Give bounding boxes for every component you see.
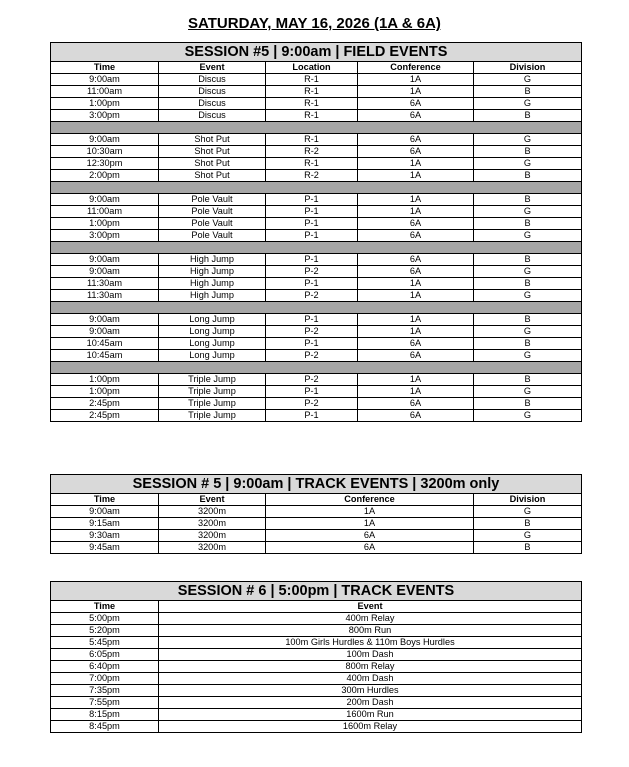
table-cell: 100m Girls Hurdles & 110m Boys Hurdles <box>159 637 582 649</box>
table-row <box>51 278 582 290</box>
table-cell: B <box>474 398 582 410</box>
table-cell: 5:45pm <box>51 637 159 649</box>
track-events-table <box>50 581 582 733</box>
table-row <box>51 518 582 530</box>
table-cell: 9:45am <box>51 542 159 554</box>
table-cell: 10:45am <box>51 350 159 362</box>
table-cell: B <box>474 194 582 206</box>
table-cell: B <box>474 86 582 98</box>
table-cell: 1600m Relay <box>159 721 582 733</box>
table-cell: 6:40pm <box>51 661 159 673</box>
table-cell: Shot Put <box>159 170 266 182</box>
table-cell: 1A <box>358 326 474 338</box>
table-row <box>51 410 582 422</box>
table-row <box>51 685 582 697</box>
column-header-row <box>51 62 582 74</box>
table-cell: 9:00am <box>51 74 159 86</box>
table-cell: 1A <box>266 518 474 530</box>
table-cell: 1:00pm <box>51 98 159 110</box>
table-cell: 1A <box>358 278 474 290</box>
table-cell: 9:00am <box>51 266 159 278</box>
table-cell: High Jump <box>159 290 266 302</box>
table-cell: Shot Put <box>159 134 266 146</box>
table-cell: 6A <box>358 98 474 110</box>
table-cell: High Jump <box>159 254 266 266</box>
table-row <box>51 709 582 721</box>
table-cell: 1A <box>358 194 474 206</box>
table-cell: 7:35pm <box>51 685 159 697</box>
table-cell: 6A <box>358 218 474 230</box>
table-cell: 11:00am <box>51 206 159 218</box>
table-row <box>51 386 582 398</box>
table-cell: 400m Relay <box>159 613 582 625</box>
column-header: Time <box>51 494 159 506</box>
table-cell: 6A <box>266 542 474 554</box>
table-cell: Discus <box>159 86 266 98</box>
session-title: SESSION # 6 | 5:00pm | TRACK EVENTS <box>51 582 582 601</box>
table-cell: B <box>474 338 582 350</box>
table-cell: P-2 <box>266 374 358 386</box>
table-cell: 6:05pm <box>51 649 159 661</box>
table-cell: G <box>474 350 582 362</box>
table-cell: P-1 <box>266 206 358 218</box>
table-row <box>51 374 582 386</box>
table-cell: 1A <box>358 386 474 398</box>
table-cell: Triple Jump <box>159 410 266 422</box>
table-cell: 800m Run <box>159 625 582 637</box>
table-row <box>51 158 582 170</box>
table-cell: Shot Put <box>159 158 266 170</box>
table-cell: Pole Vault <box>159 218 266 230</box>
table-cell: 7:55pm <box>51 697 159 709</box>
table-cell: 1:00pm <box>51 218 159 230</box>
table-cell: 6A <box>358 410 474 422</box>
table-cell: 6A <box>358 134 474 146</box>
table-row <box>51 697 582 709</box>
table-cell: R-1 <box>266 86 358 98</box>
table-cell: P-1 <box>266 254 358 266</box>
group-separator <box>51 242 582 254</box>
table-cell: 9:00am <box>51 134 159 146</box>
table-row <box>51 74 582 86</box>
table-row <box>51 542 582 554</box>
column-header: Conference <box>358 62 474 74</box>
table-row <box>51 206 582 218</box>
column-header: Division <box>474 62 582 74</box>
table-cell: P-1 <box>266 194 358 206</box>
table-cell: G <box>474 74 582 86</box>
table-row <box>51 326 582 338</box>
field-events-table <box>50 42 582 422</box>
table-row <box>51 254 582 266</box>
table-cell: R-1 <box>266 74 358 86</box>
table-cell: 1:00pm <box>51 374 159 386</box>
table-cell: 300m Hurdles <box>159 685 582 697</box>
table-cell: R-2 <box>266 170 358 182</box>
table-cell: 6A <box>358 350 474 362</box>
table-cell: 11:30am <box>51 290 159 302</box>
table-cell: Discus <box>159 98 266 110</box>
table-cell: 5:20pm <box>51 625 159 637</box>
table-cell: 9:00am <box>51 254 159 266</box>
table-cell: P-1 <box>266 410 358 422</box>
table-cell: B <box>474 146 582 158</box>
table-cell: Discus <box>159 110 266 122</box>
table-cell: G <box>474 386 582 398</box>
table-row <box>51 110 582 122</box>
table-cell: 10:30am <box>51 146 159 158</box>
column-header: Time <box>51 62 159 74</box>
table-cell: 6A <box>358 266 474 278</box>
table-cell: 1600m Run <box>159 709 582 721</box>
table-cell: Shot Put <box>159 146 266 158</box>
table-row <box>51 218 582 230</box>
column-header: Event <box>159 601 582 613</box>
table-row <box>51 721 582 733</box>
table-cell: 3200m <box>159 506 266 518</box>
table-cell: P-1 <box>266 386 358 398</box>
table-cell: P-1 <box>266 218 358 230</box>
table-cell: P-1 <box>266 314 358 326</box>
table-cell: 3:00pm <box>51 230 159 242</box>
column-header: Event <box>159 62 266 74</box>
table-cell: 6A <box>358 398 474 410</box>
table-row <box>51 266 582 278</box>
page-title: SATURDAY, MAY 16, 2026 (1A & 6A) <box>188 15 441 32</box>
table-cell: G <box>474 266 582 278</box>
table-row <box>51 338 582 350</box>
table-cell: B <box>474 518 582 530</box>
table-cell: Long Jump <box>159 326 266 338</box>
table-cell: High Jump <box>159 278 266 290</box>
table-cell: G <box>474 506 582 518</box>
table-row <box>51 661 582 673</box>
field-session-header <box>51 43 582 62</box>
table-row <box>51 506 582 518</box>
table-cell: 9:00am <box>51 506 159 518</box>
table-cell: 6A <box>358 146 474 158</box>
table-cell: G <box>474 158 582 170</box>
table-cell: 11:30am <box>51 278 159 290</box>
track-3200-session-header <box>51 475 582 494</box>
table-cell: 3200m <box>159 530 266 542</box>
column-header: Time <box>51 601 159 613</box>
table-row <box>51 146 582 158</box>
table-cell: P-2 <box>266 326 358 338</box>
table-row <box>51 398 582 410</box>
track-session-header <box>51 582 582 601</box>
table-cell: Triple Jump <box>159 398 266 410</box>
table-cell: P-2 <box>266 266 358 278</box>
table-cell: 8:45pm <box>51 721 159 733</box>
table-row <box>51 290 582 302</box>
table-row <box>51 170 582 182</box>
table-cell: 6A <box>358 230 474 242</box>
table-cell: 8:15pm <box>51 709 159 721</box>
table-cell: 1A <box>358 290 474 302</box>
table-cell: 1A <box>358 170 474 182</box>
table-cell: B <box>474 314 582 326</box>
table-cell: B <box>474 374 582 386</box>
table-cell: 200m Dash <box>159 697 582 709</box>
table-cell: B <box>474 278 582 290</box>
table-cell: Pole Vault <box>159 194 266 206</box>
table-cell: 1A <box>358 158 474 170</box>
table-cell: R-1 <box>266 134 358 146</box>
table-cell: 9:00am <box>51 326 159 338</box>
group-separator <box>51 182 582 194</box>
table-cell: 1A <box>358 86 474 98</box>
table-cell: 3:00pm <box>51 110 159 122</box>
table-cell: Discus <box>159 74 266 86</box>
table-cell: P-1 <box>266 338 358 350</box>
track-3200-table <box>50 474 582 554</box>
table-cell: B <box>474 254 582 266</box>
table-cell: 3200m <box>159 542 266 554</box>
table-cell: 1A <box>358 206 474 218</box>
table-cell: B <box>474 170 582 182</box>
table-cell: Triple Jump <box>159 374 266 386</box>
table-cell: 100m Dash <box>159 649 582 661</box>
table-cell: High Jump <box>159 266 266 278</box>
table-cell: G <box>474 530 582 542</box>
column-header: Location <box>266 62 358 74</box>
table-row <box>51 194 582 206</box>
column-header: Conference <box>266 494 474 506</box>
table-cell: 1A <box>358 374 474 386</box>
group-separator <box>51 362 582 374</box>
table-row <box>51 350 582 362</box>
table-cell: 6A <box>358 110 474 122</box>
table-row <box>51 637 582 649</box>
table-cell: G <box>474 290 582 302</box>
table-cell: 400m Dash <box>159 673 582 685</box>
table-cell: Long Jump <box>159 314 266 326</box>
table-row <box>51 625 582 637</box>
table-cell: R-1 <box>266 110 358 122</box>
table-cell: 6A <box>358 338 474 350</box>
column-header-row <box>51 494 582 506</box>
table-cell: P-1 <box>266 278 358 290</box>
table-cell: R-1 <box>266 98 358 110</box>
table-cell: G <box>474 410 582 422</box>
table-cell: 3200m <box>159 518 266 530</box>
table-cell: 1A <box>358 314 474 326</box>
table-cell: B <box>474 218 582 230</box>
table-cell: 2:00pm <box>51 170 159 182</box>
table-cell: 11:00am <box>51 86 159 98</box>
table-cell: P-2 <box>266 290 358 302</box>
table-cell: G <box>474 206 582 218</box>
group-separator <box>51 302 582 314</box>
column-header-row <box>51 601 582 613</box>
table-cell: 12:30pm <box>51 158 159 170</box>
table-cell: 6A <box>266 530 474 542</box>
table-cell: P-2 <box>266 350 358 362</box>
table-cell: R-2 <box>266 146 358 158</box>
table-row <box>51 134 582 146</box>
session-title: SESSION # 5 | 9:00am | TRACK EVENTS | 3200m only <box>51 475 582 494</box>
table-cell: Pole Vault <box>159 206 266 218</box>
table-cell: G <box>474 230 582 242</box>
table-row <box>51 314 582 326</box>
table-cell: Pole Vault <box>159 230 266 242</box>
table-cell: B <box>474 110 582 122</box>
table-cell: Long Jump <box>159 338 266 350</box>
table-cell: 1A <box>358 74 474 86</box>
table-cell: G <box>474 134 582 146</box>
table-cell: 9:15am <box>51 518 159 530</box>
table-cell: R-1 <box>266 158 358 170</box>
column-header: Event <box>159 494 266 506</box>
table-cell: 9:00am <box>51 314 159 326</box>
table-cell: 9:00am <box>51 194 159 206</box>
table-cell: 6A <box>358 254 474 266</box>
table-cell: 7:00pm <box>51 673 159 685</box>
table-row <box>51 673 582 685</box>
table-cell: Triple Jump <box>159 386 266 398</box>
table-cell: 1A <box>266 506 474 518</box>
table-row <box>51 230 582 242</box>
table-cell: Long Jump <box>159 350 266 362</box>
table-cell: G <box>474 326 582 338</box>
table-cell: P-1 <box>266 230 358 242</box>
table-cell: 10:45am <box>51 338 159 350</box>
group-separator <box>51 122 582 134</box>
table-cell: 9:30am <box>51 530 159 542</box>
table-row <box>51 86 582 98</box>
table-cell: G <box>474 98 582 110</box>
table-cell: 2:45pm <box>51 410 159 422</box>
table-cell: 1:00pm <box>51 386 159 398</box>
table-row <box>51 649 582 661</box>
table-cell: P-2 <box>266 398 358 410</box>
table-cell: 800m Relay <box>159 661 582 673</box>
session-title: SESSION #5 | 9:00am | FIELD EVENTS <box>51 43 582 62</box>
table-cell: 2:45pm <box>51 398 159 410</box>
table-cell: B <box>474 542 582 554</box>
table-row <box>51 98 582 110</box>
table-cell: 5:00pm <box>51 613 159 625</box>
column-header: Division <box>474 494 582 506</box>
table-row <box>51 530 582 542</box>
table-row <box>51 613 582 625</box>
